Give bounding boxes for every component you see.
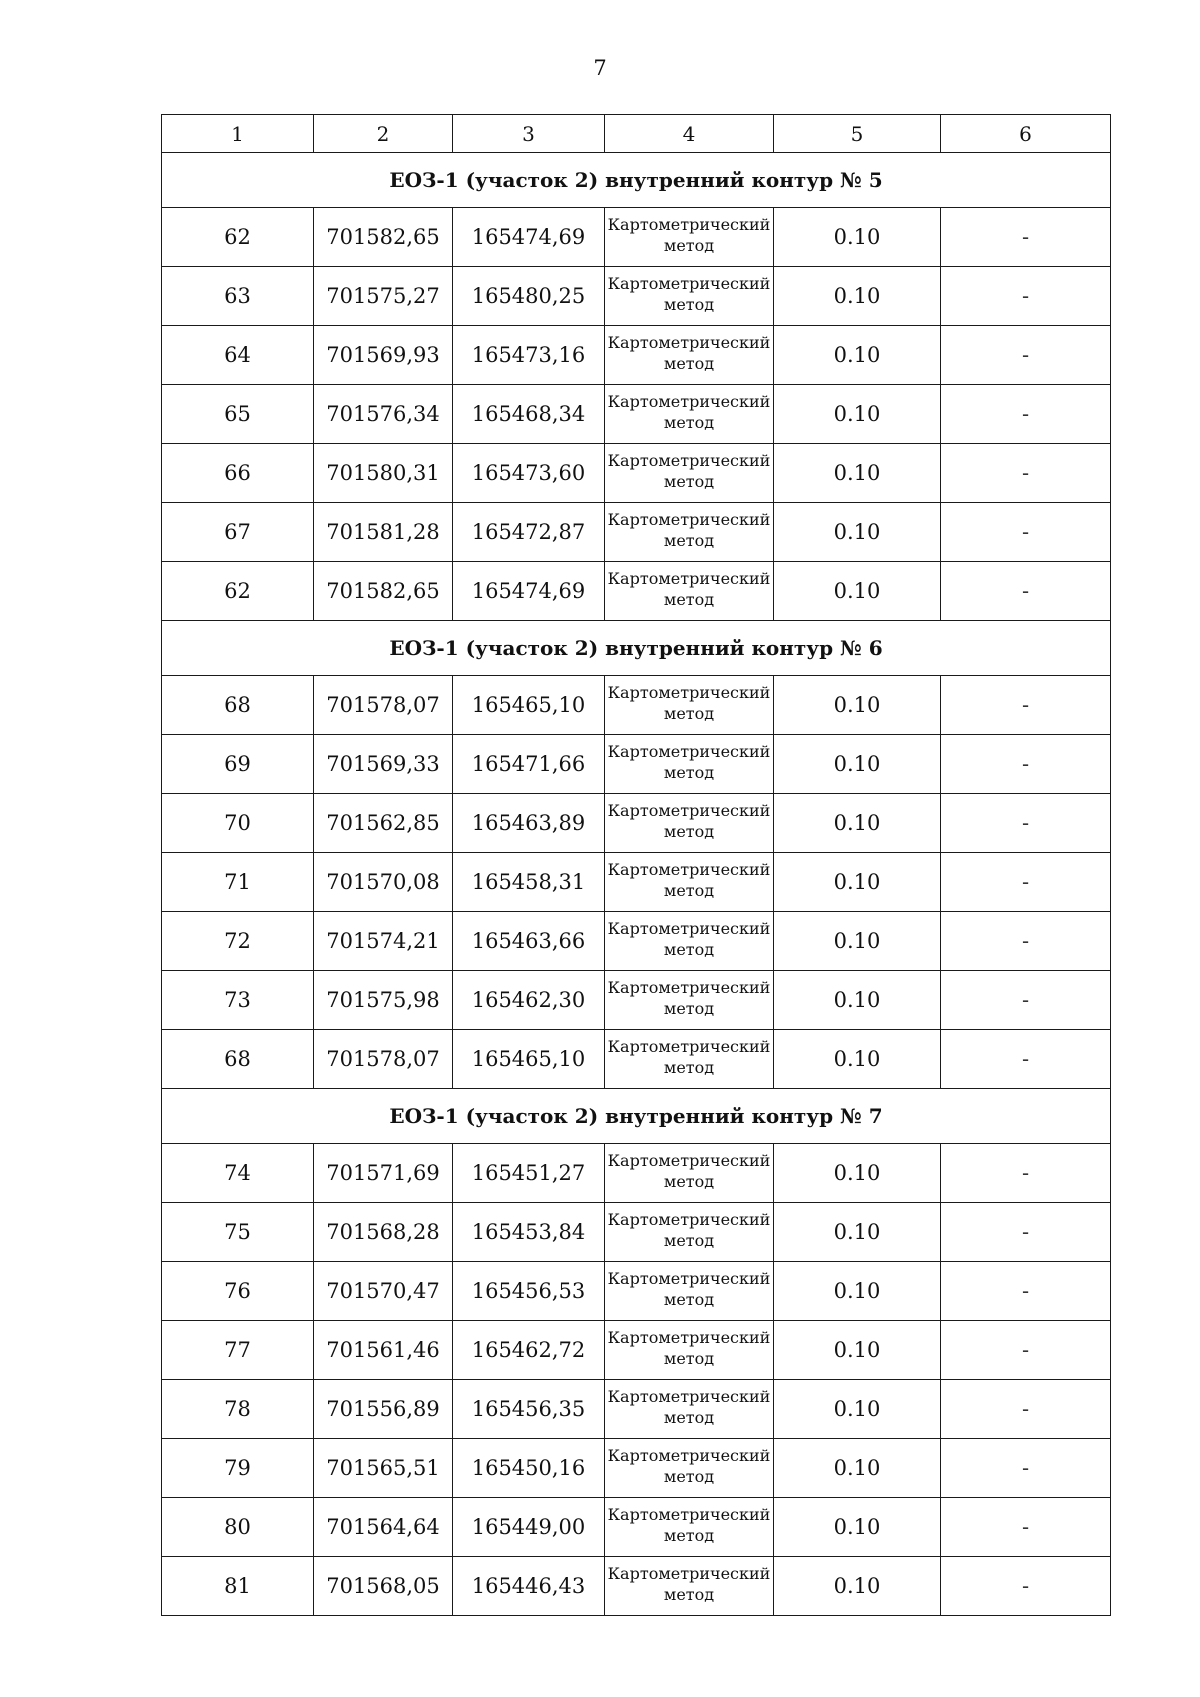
note-cell: - — [941, 912, 1111, 971]
coordinate-y-cell: 165462,30 — [453, 971, 605, 1030]
method-cell — [605, 1144, 774, 1203]
method-cell — [605, 1380, 774, 1439]
method-cell — [605, 267, 774, 326]
coordinate-x-cell: 701578,07 — [314, 1030, 453, 1089]
method-line-1: Картометрический — [607, 569, 771, 588]
table-row — [162, 853, 1111, 912]
coordinate-x-cell: 701569,33 — [314, 735, 453, 794]
coordinate-x-cell: 701576,34 — [314, 385, 453, 444]
coordinate-y-cell: 165458,31 — [453, 853, 605, 912]
method-cell — [605, 1203, 774, 1262]
coordinate-x-cell: 701570,47 — [314, 1262, 453, 1321]
accuracy-cell: 0.10 — [774, 1380, 941, 1439]
coordinate-y-cell: 165480,25 — [453, 267, 605, 326]
coordinate-x-cell: 701578,07 — [314, 676, 453, 735]
point-number-cell: 68 — [162, 1030, 314, 1089]
method-cell — [605, 326, 774, 385]
method-line-2: метод — [663, 354, 715, 373]
accuracy-cell: 0.10 — [774, 1557, 941, 1616]
coordinate-y-cell: 165473,16 — [453, 326, 605, 385]
method-line-2: метод — [663, 881, 715, 900]
method-line-1: Картометрический — [607, 274, 771, 293]
table-row — [162, 1380, 1111, 1439]
note-cell: - — [941, 1321, 1111, 1380]
accuracy-cell: 0.10 — [774, 735, 941, 794]
method-line-1: Картометрический — [607, 742, 771, 761]
note-cell: - — [941, 1144, 1111, 1203]
method-line-2: метод — [663, 1585, 715, 1604]
note-cell: - — [941, 1557, 1111, 1616]
coordinate-x-cell: 701565,51 — [314, 1439, 453, 1498]
point-number-cell: 76 — [162, 1262, 314, 1321]
method-cell — [605, 562, 774, 621]
section-header-row — [162, 621, 1111, 676]
table-row — [162, 562, 1111, 621]
column-number-6: 6 — [941, 115, 1111, 153]
method-line-2: метод — [663, 590, 715, 609]
note-cell: - — [941, 208, 1111, 267]
method-line-2: метод — [663, 763, 715, 782]
coordinate-y-cell: 165465,10 — [453, 676, 605, 735]
accuracy-cell: 0.10 — [774, 562, 941, 621]
accuracy-cell: 0.10 — [774, 794, 941, 853]
coordinate-x-cell: 701556,89 — [314, 1380, 453, 1439]
method-cell — [605, 1321, 774, 1380]
point-number-cell: 73 — [162, 971, 314, 1030]
accuracy-cell: 0.10 — [774, 1144, 941, 1203]
note-cell: - — [941, 267, 1111, 326]
method-line-1: Картометрический — [607, 978, 771, 997]
method-cell — [605, 676, 774, 735]
point-number-cell: 67 — [162, 503, 314, 562]
table-row — [162, 1203, 1111, 1262]
accuracy-cell: 0.10 — [774, 1439, 941, 1498]
section-header-row — [162, 1089, 1111, 1144]
method-line-2: метод — [663, 295, 715, 314]
method-cell — [605, 208, 774, 267]
point-number-cell: 78 — [162, 1380, 314, 1439]
method-cell — [605, 971, 774, 1030]
note-cell: - — [941, 1203, 1111, 1262]
table-row — [162, 1557, 1111, 1616]
method-cell — [605, 1439, 774, 1498]
coordinate-x-cell: 701582,65 — [314, 208, 453, 267]
column-number-4: 4 — [605, 115, 774, 153]
method-line-2: метод — [663, 1058, 715, 1077]
coordinate-y-cell: 165474,69 — [453, 208, 605, 267]
point-number-cell: 77 — [162, 1321, 314, 1380]
coordinate-x-cell: 701568,05 — [314, 1557, 453, 1616]
table-row — [162, 1262, 1111, 1321]
note-cell: - — [941, 735, 1111, 794]
method-line-2: метод — [663, 822, 715, 841]
point-number-cell: 68 — [162, 676, 314, 735]
point-number-cell: 79 — [162, 1439, 314, 1498]
table-row — [162, 794, 1111, 853]
method-line-2: метод — [663, 704, 715, 723]
point-number-cell: 66 — [162, 444, 314, 503]
method-cell — [605, 503, 774, 562]
note-cell: - — [941, 1439, 1111, 1498]
coordinate-y-cell: 165465,10 — [453, 1030, 605, 1089]
column-number-1: 1 — [162, 115, 314, 153]
method-cell — [605, 794, 774, 853]
coordinate-x-cell: 701562,85 — [314, 794, 453, 853]
note-cell: - — [941, 503, 1111, 562]
coordinate-y-cell: 165473,60 — [453, 444, 605, 503]
note-cell: - — [941, 794, 1111, 853]
table-body — [162, 115, 1111, 1616]
point-number-cell: 65 — [162, 385, 314, 444]
note-cell: - — [941, 676, 1111, 735]
note-cell: - — [941, 562, 1111, 621]
point-number-cell: 70 — [162, 794, 314, 853]
table-row — [162, 735, 1111, 794]
note-cell: - — [941, 971, 1111, 1030]
coordinate-x-cell: 701569,93 — [314, 326, 453, 385]
coordinate-y-cell: 165471,66 — [453, 735, 605, 794]
note-cell: - — [941, 326, 1111, 385]
method-line-2: метод — [663, 1349, 715, 1368]
method-cell — [605, 853, 774, 912]
table-row — [162, 208, 1111, 267]
accuracy-cell: 0.10 — [774, 1498, 941, 1557]
coordinate-y-cell: 165463,89 — [453, 794, 605, 853]
coordinate-x-cell: 701571,69 — [314, 1144, 453, 1203]
table-row — [162, 676, 1111, 735]
accuracy-cell: 0.10 — [774, 326, 941, 385]
method-line-1: Картометрический — [607, 215, 771, 234]
coordinate-x-cell: 701561,46 — [314, 1321, 453, 1380]
point-number-cell: 75 — [162, 1203, 314, 1262]
method-line-1: Картометрический — [607, 451, 771, 470]
table-row — [162, 1439, 1111, 1498]
method-line-1: Картометрический — [607, 919, 771, 938]
note-cell: - — [941, 1380, 1111, 1439]
coordinate-y-cell: 165456,53 — [453, 1262, 605, 1321]
note-cell: - — [941, 1262, 1111, 1321]
column-number-3: 3 — [453, 115, 605, 153]
accuracy-cell: 0.10 — [774, 385, 941, 444]
table-row — [162, 385, 1111, 444]
coordinate-y-cell: 165453,84 — [453, 1203, 605, 1262]
note-cell: - — [941, 1498, 1111, 1557]
coordinate-x-cell: 701580,31 — [314, 444, 453, 503]
method-cell — [605, 912, 774, 971]
method-line-2: метод — [663, 1467, 715, 1486]
method-line-1: Картометрический — [607, 1269, 771, 1288]
method-cell — [605, 385, 774, 444]
coordinate-x-cell: 701575,27 — [314, 267, 453, 326]
note-cell: - — [941, 853, 1111, 912]
table-row — [162, 971, 1111, 1030]
accuracy-cell: 0.10 — [774, 208, 941, 267]
table-row — [162, 1030, 1111, 1089]
coordinate-y-cell: 165463,66 — [453, 912, 605, 971]
method-cell — [605, 735, 774, 794]
method-line-1: Картометрический — [607, 1387, 771, 1406]
method-line-1: Картометрический — [607, 1037, 771, 1056]
accuracy-cell: 0.10 — [774, 971, 941, 1030]
method-line-1: Картометрический — [607, 801, 771, 820]
coordinate-x-cell: 701570,08 — [314, 853, 453, 912]
method-line-1: Картометрический — [607, 1564, 771, 1583]
table-row — [162, 912, 1111, 971]
method-line-1: Картометрический — [607, 1505, 771, 1524]
table-row — [162, 267, 1111, 326]
table-row — [162, 326, 1111, 385]
coordinate-y-cell: 165451,27 — [453, 1144, 605, 1203]
coordinate-y-cell: 165446,43 — [453, 1557, 605, 1616]
coordinate-y-cell: 165462,72 — [453, 1321, 605, 1380]
section-header-row — [162, 153, 1111, 208]
method-line-1: Картометрический — [607, 1446, 771, 1465]
note-cell: - — [941, 385, 1111, 444]
point-number-cell: 71 — [162, 853, 314, 912]
method-cell — [605, 1262, 774, 1321]
column-number-2: 2 — [314, 115, 453, 153]
section-title: ЕОЗ-1 (участок 2) внутренний контур № 6 — [162, 621, 1111, 676]
accuracy-cell: 0.10 — [774, 853, 941, 912]
table-row — [162, 1321, 1111, 1380]
coordinate-y-cell: 165472,87 — [453, 503, 605, 562]
method-line-2: метод — [663, 1231, 715, 1250]
accuracy-cell: 0.10 — [774, 267, 941, 326]
accuracy-cell: 0.10 — [774, 1321, 941, 1380]
point-number-cell: 81 — [162, 1557, 314, 1616]
note-cell: - — [941, 1030, 1111, 1089]
coordinate-y-cell: 165456,35 — [453, 1380, 605, 1439]
point-number-cell: 64 — [162, 326, 314, 385]
coordinate-x-cell: 701564,64 — [314, 1498, 453, 1557]
method-line-2: метод — [663, 1526, 715, 1545]
method-line-2: метод — [663, 413, 715, 432]
accuracy-cell: 0.10 — [774, 503, 941, 562]
section-title: ЕОЗ-1 (участок 2) внутренний контур № 7 — [162, 1089, 1111, 1144]
method-cell — [605, 1030, 774, 1089]
method-line-1: Картометрический — [607, 1151, 771, 1170]
column-numbers-row — [162, 115, 1111, 153]
page-number: 7 — [593, 56, 607, 80]
accuracy-cell: 0.10 — [774, 444, 941, 503]
point-number-cell: 62 — [162, 208, 314, 267]
method-line-2: метод — [663, 236, 715, 255]
accuracy-cell: 0.10 — [774, 1030, 941, 1089]
method-line-2: метод — [663, 1290, 715, 1309]
coordinate-y-cell: 165450,16 — [453, 1439, 605, 1498]
coordinate-y-cell: 165468,34 — [453, 385, 605, 444]
point-number-cell: 80 — [162, 1498, 314, 1557]
accuracy-cell: 0.10 — [774, 912, 941, 971]
accuracy-cell: 0.10 — [774, 1203, 941, 1262]
method-line-2: метод — [663, 472, 715, 491]
method-line-2: метод — [663, 940, 715, 959]
method-line-2: метод — [663, 1172, 715, 1191]
method-line-1: Картометрический — [607, 683, 771, 702]
method-line-1: Картометрический — [607, 1210, 771, 1229]
table-row — [162, 1498, 1111, 1557]
method-cell — [605, 1498, 774, 1557]
table-row — [162, 1144, 1111, 1203]
method-line-2: метод — [663, 531, 715, 550]
method-line-2: метод — [663, 1408, 715, 1427]
point-number-cell: 63 — [162, 267, 314, 326]
point-number-cell: 74 — [162, 1144, 314, 1203]
point-number-cell: 72 — [162, 912, 314, 971]
coordinate-x-cell: 701568,28 — [314, 1203, 453, 1262]
method-cell — [605, 1557, 774, 1616]
coordinate-x-cell: 701581,28 — [314, 503, 453, 562]
coordinates-table — [161, 114, 1111, 1616]
point-number-cell: 62 — [162, 562, 314, 621]
method-cell — [605, 444, 774, 503]
section-title: ЕОЗ-1 (участок 2) внутренний контур № 5 — [162, 153, 1111, 208]
method-line-1: Картометрический — [607, 510, 771, 529]
coordinate-y-cell: 165449,00 — [453, 1498, 605, 1557]
coordinate-x-cell: 701575,98 — [314, 971, 453, 1030]
coordinate-x-cell: 701574,21 — [314, 912, 453, 971]
method-line-1: Картометрический — [607, 333, 771, 352]
coordinate-x-cell: 701582,65 — [314, 562, 453, 621]
accuracy-cell: 0.10 — [774, 1262, 941, 1321]
table-row — [162, 503, 1111, 562]
method-line-1: Картометрический — [607, 392, 771, 411]
method-line-2: метод — [663, 999, 715, 1018]
method-line-1: Картометрический — [607, 1328, 771, 1347]
table-row — [162, 444, 1111, 503]
column-number-5: 5 — [774, 115, 941, 153]
point-number-cell: 69 — [162, 735, 314, 794]
method-line-1: Картометрический — [607, 860, 771, 879]
accuracy-cell: 0.10 — [774, 676, 941, 735]
note-cell: - — [941, 444, 1111, 503]
coordinate-y-cell: 165474,69 — [453, 562, 605, 621]
